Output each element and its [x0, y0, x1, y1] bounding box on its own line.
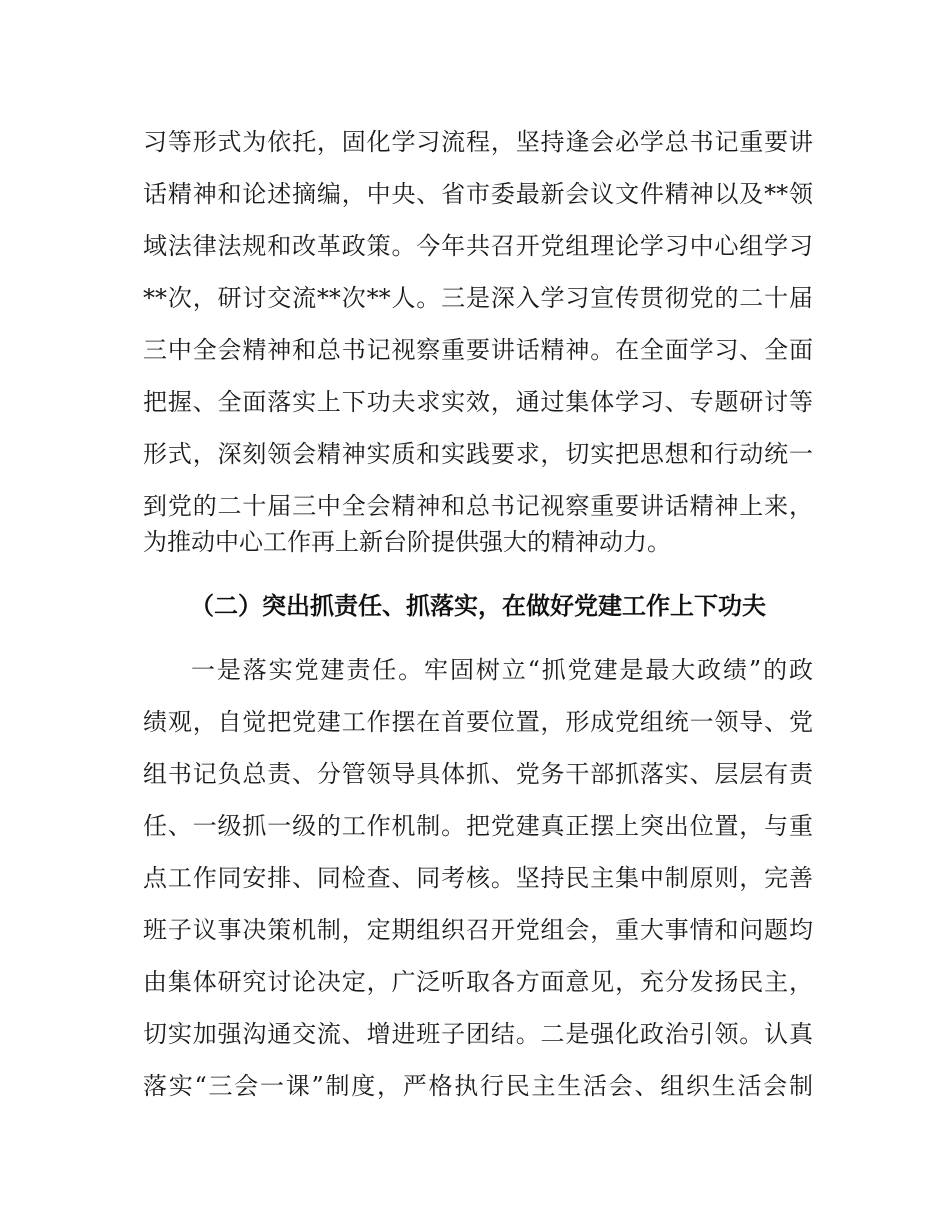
paragraph-2-line-1: 一是落实党建责任。牢固树立“抓党建是最大政绩”的政 [191, 656, 813, 684]
paragraph-2-line-3: 组书记负总责、分管领导具体抓、党务干部抓落实、层层有责 [143, 760, 813, 788]
paragraph-1-line-9: 为推动中心工作再上新台阶提供强大的精神动力。 [143, 528, 671, 556]
paragraph-1-line-2: 话精神和论述摘编，中央、省市委最新会议文件精神以及**领 [143, 180, 813, 208]
paragraph-2-line-9: 落实“三会一课”制度，严格执行民主生活会、组织生活会制 [143, 1072, 813, 1100]
paragraph-2-line-5: 点工作同安排、同检查、同考核。坚持民主集中制原则，完善 [143, 864, 813, 892]
paragraph-2-line-8: 切实加强沟通交流、增进班子团结。二是强化政治引领。认真 [143, 1020, 813, 1048]
section-heading: （二）突出抓责任、抓落实，在做好党建工作上下功夫 [190, 592, 766, 620]
paragraph-1-line-7: 形式，深刻领会精神实质和实践要求，切实把思想和行动统一 [143, 440, 813, 468]
paragraph-2-line-4: 任、一级抓一级的工作机制。把党建真正摆上突出位置，与重 [143, 812, 813, 840]
paragraph-1-line-3: 域法律法规和改革政策。今年共召开党组理论学习中心组学习 [143, 232, 813, 260]
paragraph-2-line-6: 班子议事决策机制，定期组织召开党组会，重大事情和问题均 [143, 916, 813, 944]
paragraph-1-line-8: 到党的二十届三中全会精神和总书记视察重要讲话精神上来， [143, 492, 813, 520]
paragraph-1-line-1: 习等形式为依托，固化学习流程，坚持逢会必学总书记重要讲 [143, 128, 813, 156]
paragraph-1-line-6: 把握、全面落实上下功夫求实效，通过集体学习、专题研讨等 [143, 388, 813, 416]
paragraph-1-line-5: 三中全会精神和总书记视察重要讲话精神。在全面学习、全面 [143, 336, 813, 364]
paragraph-2-line-7: 由集体研究讨论决定，广泛听取各方面意见，充分发扬民主， [143, 968, 813, 996]
paragraph-1-line-4: **次，研讨交流**次**人。三是深入学习宣传贯彻党的二十届 [143, 284, 813, 312]
paragraph-2-line-2: 绩观，自觉把党建工作摆在首要位置，形成党组统一领导、党 [143, 708, 813, 736]
